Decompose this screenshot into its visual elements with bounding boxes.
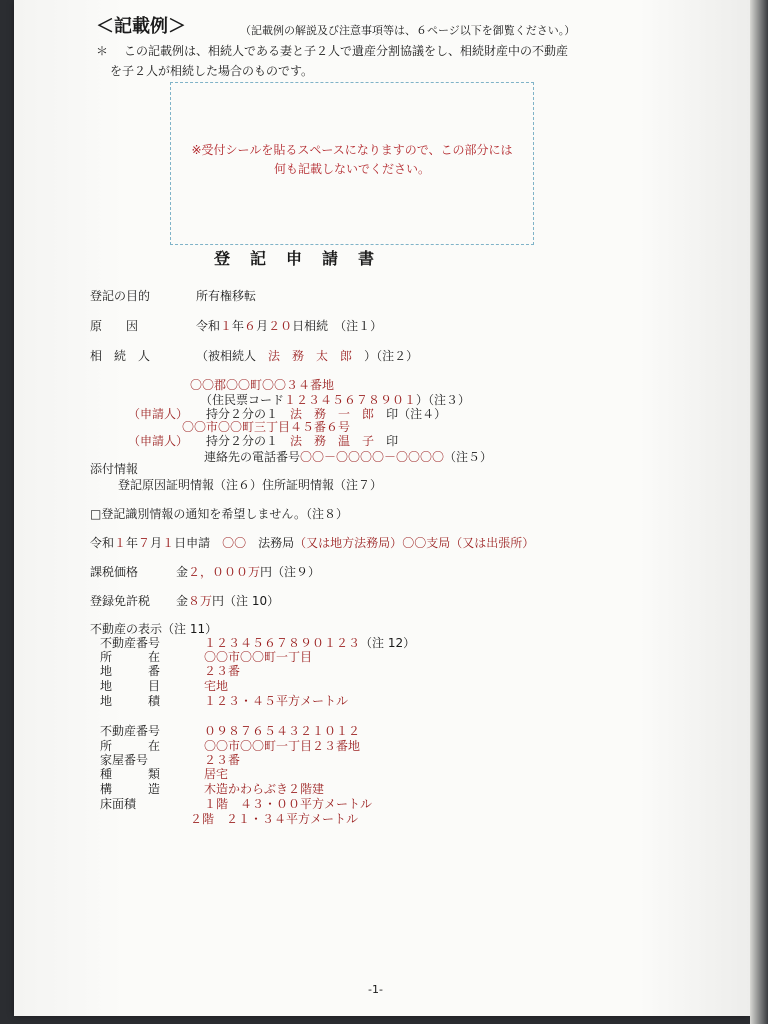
bureau-type: 法務局 — [258, 536, 295, 550]
land-location-value: 〇〇市〇〇町一丁目 — [204, 650, 313, 664]
tax-value-label: 課税価格 — [90, 565, 139, 579]
applicant-2-share: 持分２分の１ — [206, 434, 279, 448]
tax-value-line — [176, 563, 320, 580]
application-day: １ — [162, 536, 175, 550]
phone-value: 〇〇－〇〇〇〇－〇〇〇〇 — [300, 450, 445, 464]
resident-code-note: ）（注３） — [416, 393, 471, 407]
license-tax-label: 登録免許税 — [90, 594, 151, 608]
applicant-2-address: 〇〇市〇〇町三丁目４５番６号 — [182, 420, 351, 434]
land-number-note: （注 12） — [360, 636, 416, 650]
application-year-unit: 年 — [126, 536, 139, 550]
attachments-label: 添付情報 — [90, 462, 139, 476]
cause-year-unit: 年 — [232, 319, 245, 333]
cause-month-unit: 月 — [256, 319, 269, 333]
building-location-value: 〇〇市〇〇町一丁目２３番地 — [204, 739, 361, 753]
decedent-open: （被相続人 — [196, 349, 257, 363]
notice-checkbox-line: □登記識別情報の通知を希望しません。（注８） — [90, 507, 349, 521]
cause-suffix: 日相続 — [292, 319, 329, 333]
applicant-2-role: （申請人） — [128, 434, 189, 448]
phone-line — [204, 448, 492, 465]
decedent-close: ）（注２） — [364, 349, 419, 363]
example-heading: ＜記載例＞ — [96, 16, 186, 37]
purpose-value: 所有権移転 — [196, 289, 257, 303]
property-heading: 不動産の表示（注 11） — [90, 622, 218, 636]
phone-note: （注５） — [444, 450, 493, 464]
application-month: ７ — [138, 536, 151, 550]
phone-label: 連絡先の電話番号 — [204, 450, 301, 464]
land-lot-label: 地 番 — [100, 664, 161, 678]
house-number-value: ２３番 — [204, 753, 241, 767]
purpose-label: 登記の目的 — [90, 289, 151, 303]
applicant-1-share: 持分２分の１ — [206, 407, 279, 421]
application-era: 令和 — [90, 536, 115, 550]
land-area-label: 地 積 — [100, 694, 161, 708]
header-note: （記載例の解説及び注意事項等は、６ページ以下を御覧ください。） — [240, 24, 576, 37]
document-title: 登記申請書 — [214, 249, 395, 268]
description-line-2: を子２人が相続した場合のものです。 — [110, 64, 314, 78]
building-number-value: ０９８７６５４３２１０１２ — [204, 724, 361, 738]
floor-2-area: ２階 ２１・３４平方メートル — [190, 812, 359, 826]
branch-name: 〇〇支局 — [402, 536, 451, 550]
tax-value-prefix: 金 — [176, 565, 189, 579]
cause-era: 令和 — [196, 319, 221, 333]
decedent-line — [196, 347, 418, 364]
land-category-value: 宅地 — [204, 679, 229, 693]
applicant-2-seal: 印 — [386, 434, 399, 448]
cause-month: ６ — [244, 319, 257, 333]
page-number: -1- — [368, 983, 383, 996]
floor-1-area: １階 ４３・００平方メートル — [204, 797, 373, 811]
application-suffix: 日申請 — [174, 536, 211, 550]
building-structure-value: 木造かわらぶき２階建 — [204, 782, 325, 796]
applicant-1-name: 法 務 一 郎 — [290, 407, 375, 421]
land-area-value: １２３・４５平方メートル — [204, 694, 349, 708]
land-category-label: 地 目 — [100, 679, 161, 693]
application-year: １ — [114, 536, 127, 550]
application-line — [90, 534, 534, 551]
cause-value — [196, 317, 382, 334]
reception-seal-box — [170, 82, 534, 245]
tax-value-amount: ２，０００万 — [188, 565, 261, 579]
description-line-1: この記載例は、相続人である妻と子２人で遺産分割協議をし、相続財産中の不動産 — [124, 44, 569, 58]
house-number-label: 家屋番号 — [100, 753, 149, 767]
license-tax-amount: ８万 — [188, 594, 213, 608]
heir-label: 相 続 人 — [90, 349, 151, 363]
land-number-label: 不動産番号 — [100, 636, 161, 650]
land-lot-value: ２３番 — [204, 664, 241, 678]
applicant-1-role: （申請人） — [128, 407, 189, 421]
cause-day: ２０ — [268, 319, 293, 333]
cause-note: （注１） — [340, 319, 383, 333]
building-kind-label: 種 類 — [100, 767, 161, 781]
screen-edge — [750, 0, 768, 1024]
applicant-2-line — [206, 432, 398, 449]
bureau-alt: （又は地方法務局） — [294, 536, 403, 550]
resident-code-label: （住民票コード — [200, 393, 285, 407]
building-number-label: 不動産番号 — [100, 724, 161, 738]
application-month-unit: 月 — [150, 536, 163, 550]
building-location-label: 所 在 — [100, 739, 161, 753]
floor-area-label: 床面積 — [100, 797, 137, 811]
seal-box-line-1: ※受付シールを貼るスペースになりますので、この部分には — [191, 143, 513, 157]
attachments-items: 登記原因証明情報（注６）住所証明情報（注７） — [118, 478, 383, 492]
license-tax-prefix: 金 — [176, 594, 189, 608]
applicant-2-name: 法 務 温 子 — [290, 434, 375, 448]
applicant-1-address: 〇〇郡〇〇町〇〇３４番地 — [190, 378, 335, 392]
applicant-1-seal: 印（注４） — [386, 407, 447, 421]
tax-value-suffix: 円（注９） — [260, 565, 321, 579]
seal-box-instruction — [171, 141, 533, 179]
building-kind-value: 居宅 — [204, 767, 229, 781]
land-location-label: 所 在 — [100, 650, 161, 664]
bureau-name: 〇〇 — [222, 536, 247, 550]
cause-year: １ — [220, 319, 233, 333]
seal-box-line-2: 何も記載しないでください。 — [273, 162, 430, 176]
license-tax-suffix: 円（注 10） — [212, 594, 280, 608]
land-number-value: １２３４５６７８９０１２３ — [204, 636, 361, 650]
license-tax-line — [176, 592, 279, 609]
building-structure-label: 構 造 — [100, 782, 161, 796]
branch-alt: （又は出張所） — [450, 536, 535, 550]
resident-code-value: １２３４５６７８９０１ — [284, 393, 417, 407]
cause-label: 原 因 — [90, 319, 139, 333]
desc-star: ＊ — [96, 44, 109, 58]
decedent-name: 法 務 太 郎 — [268, 349, 353, 363]
